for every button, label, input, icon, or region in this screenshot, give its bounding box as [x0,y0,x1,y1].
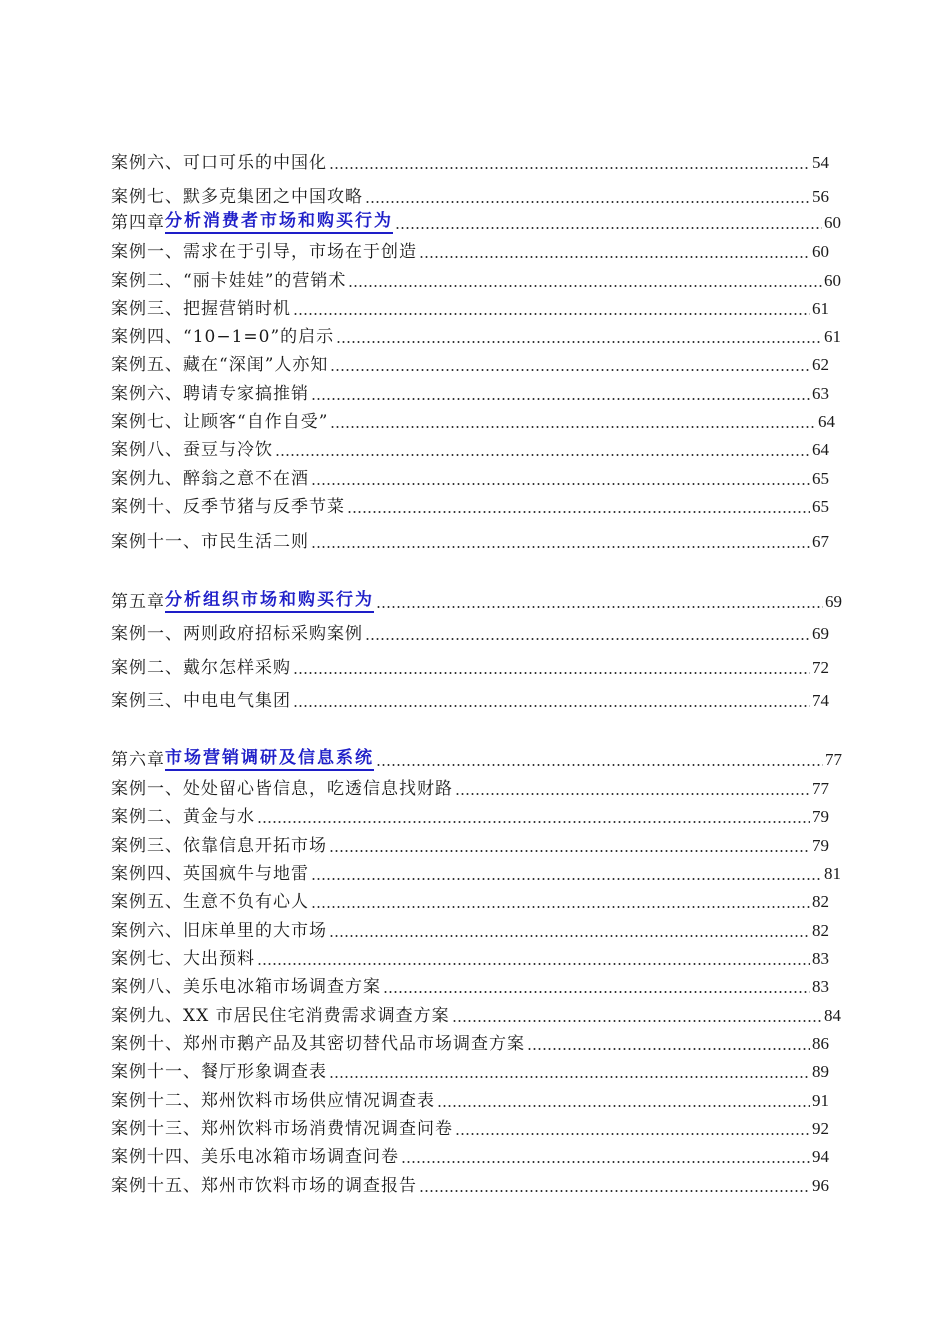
toc-entry-label: 案例一、处处留心皆信息，吃透信息找财路 [111,779,453,799]
toc-entry-page: 64 [818,412,835,431]
toc-entry[interactable] [111,944,829,970]
toc-entry-label: 案例七、大出预料 [111,949,255,969]
toc-entry-page: 74 [812,691,829,710]
toc-entry-page: 65 [812,497,829,516]
chapter-number: 第四章 [111,213,165,233]
toc-entry[interactable] [111,182,829,208]
toc-leader-dots [329,167,810,169]
toc-entry[interactable] [111,407,835,433]
chapter-number: 第六章 [111,750,165,770]
toc-entry[interactable] [111,266,841,292]
toc-entry[interactable] [111,527,829,553]
toc-entry[interactable] [111,1057,829,1083]
toc-entry-page: 79 [812,836,829,855]
toc-entry-page: 62 [812,355,829,374]
toc-entry-page: 77 [812,779,829,798]
toc-entry[interactable] [111,1114,829,1140]
toc-entry-page: 92 [812,1119,829,1138]
toc-leader-dots [348,285,822,287]
toc-leader-dots [257,963,810,965]
toc-entry-label: 案例一、两则政府招标采购案例 [111,624,363,644]
toc-entry-label: 案例九、醉翁之意不在酒 [111,469,309,489]
toc-entry[interactable] [111,1171,829,1197]
toc-entry-label: 案例三、把握营销时机 [111,299,291,319]
toc-entry-page: 63 [812,384,829,403]
toc-leader-dots [257,821,810,823]
toc-entry-page: 67 [812,532,829,551]
toc-leader-dots [395,227,822,229]
toc-entry-page: 61 [812,299,829,318]
toc-leader-dots [419,256,810,258]
toc-entry-page: 60 [812,242,829,261]
toc-leader-dots [455,1133,810,1135]
toc-entry-label: 案例十四、美乐电冰箱市场调查问卷 [111,1147,399,1167]
toc-entry[interactable] [111,1086,829,1112]
toc-leader-dots [311,878,822,880]
toc-entry-label: 案例二、黄金与水 [111,807,255,827]
toc-entry-label: 案例六、旧床单里的大市场 [111,921,327,941]
toc-entry[interactable] [111,350,829,376]
chapter-title-link[interactable]: 分析组织市场和购买行为 [165,590,374,613]
toc-leader-dots [330,426,816,428]
toc-entry-label: 案例七、默多克集团之中国攻略 [111,187,363,207]
toc-entry[interactable] [111,916,829,942]
toc-leader-dots [401,1161,810,1163]
toc-entry-label: 案例三、中电电气集团 [111,691,291,711]
toc-entry[interactable] [111,294,829,320]
toc-entry[interactable] [111,464,829,490]
toc-entry-page: 64 [812,440,829,459]
toc-entry-label: 案例三、依靠信息开拓市场 [111,836,327,856]
toc-entry-page: 69 [812,624,829,643]
toc-entry-page: 83 [812,949,829,968]
toc-entry-label: 案例十五、郑州市饮料市场的调查报告 [111,1176,417,1196]
toc-chapter-heading[interactable] [111,587,842,613]
toc-leader-dots [293,705,810,707]
toc-entry[interactable] [111,1029,829,1055]
toc-leader-dots [311,398,810,400]
toc-entry-label: 案例四、英国疯牛与地雷 [111,864,309,884]
toc-leader-dots [329,850,810,852]
toc-entry[interactable] [111,148,829,174]
toc-leader-dots [336,341,822,343]
toc-entry-page: 82 [812,892,829,911]
toc-entry-page: 89 [812,1062,829,1081]
toc-entry-label: 案例七、让顾客“自作自受” [111,412,329,432]
toc-entry[interactable] [111,1142,829,1168]
toc-leader-dots [329,1076,810,1078]
toc-entry-page: 79 [812,807,829,826]
toc-entry-label: 案例四、“10−1=0”的启示 [111,327,335,347]
toc-entry-page: 54 [812,153,829,172]
toc-leader-dots [329,935,810,937]
toc-entry[interactable] [111,619,829,645]
toc-entry[interactable] [111,686,829,712]
toc-chapter-heading[interactable] [111,208,841,234]
toc-leader-dots [455,793,810,795]
chapter-number: 第五章 [111,592,165,612]
toc-entry-label: 案例六、聘请专家搞推销 [111,384,309,404]
toc-leader-dots [376,606,823,608]
toc-leader-dots [419,1190,810,1192]
toc-entry[interactable] [111,492,829,518]
toc-leader-dots [311,483,810,485]
toc-entry-page: 60 [824,271,841,290]
toc-entry[interactable] [111,379,829,405]
toc-leader-dots [365,201,810,203]
toc-leader-dots [383,991,810,993]
toc-leader-dots [293,672,810,674]
toc-entry-page: 65 [812,469,829,488]
chapter-title-link[interactable]: 市场营销调研及信息系统 [165,748,374,771]
toc-entry-label: 案例五、藏在“深闺”人亦知 [111,355,329,375]
toc-entry[interactable] [111,774,829,800]
toc-entry-page: 81 [824,864,841,883]
toc-entry-page: 96 [812,1176,829,1195]
toc-entry-label: 案例九、XX 市居民住宅消费需求调查方案 [111,1006,450,1026]
toc-entry-label: 案例一、需求在于引导，市场在于创造 [111,242,417,262]
toc-entry-page: 72 [812,658,829,677]
toc-leader-dots [293,313,810,315]
toc-entry-page: 94 [812,1147,829,1166]
toc-leader-dots [527,1048,810,1050]
toc-entry[interactable] [111,972,829,998]
toc-leader-dots [275,454,810,456]
toc-entry[interactable] [111,1001,841,1027]
toc-entry-label: 案例十三、郑州饮料市场消费情况调查问卷 [111,1119,453,1139]
toc-entry[interactable] [111,887,829,913]
toc-entry-page: 60 [824,213,841,232]
toc-leader-dots [437,1105,810,1107]
toc-entry[interactable] [111,237,829,263]
toc-entry[interactable] [111,831,829,857]
toc-entry[interactable] [111,802,829,828]
toc-leader-dots [376,764,823,766]
toc-entry-page: 61 [824,327,841,346]
toc-entry-label: 案例六、可口可乐的中国化 [111,153,327,173]
toc-leader-dots [311,546,810,548]
toc-entry-page: 83 [812,977,829,996]
toc-leader-dots [452,1020,822,1022]
toc-entry[interactable] [111,322,841,348]
toc-entry[interactable] [111,653,829,679]
toc-entry-label: 案例十、郑州市鹅产品及其密切替代品市场调查方案 [111,1034,525,1054]
toc-chapter-heading[interactable] [111,745,842,771]
toc-leader-dots [330,369,810,371]
toc-entry-label: 案例五、生意不负有心人 [111,892,309,912]
toc-leader-dots [311,906,810,908]
toc-leader-dots [365,638,810,640]
toc-entry-page: 86 [812,1034,829,1053]
toc-entry-label: 案例八、蚕豆与冷饮 [111,440,273,460]
toc-entry-label: 案例十一、餐厅形象调查表 [111,1062,327,1082]
toc-entry-label: 案例十二、郑州饮料市场供应情况调查表 [111,1091,435,1111]
toc-entry-page: 91 [812,1091,829,1110]
toc-leader-dots [347,511,810,513]
toc-entry-label: 案例十一、市民生活二则 [111,532,309,552]
toc-entry-page: 82 [812,921,829,940]
toc-entry[interactable] [111,859,841,885]
toc-entry-label: 案例十、反季节猪与反季节菜 [111,497,345,517]
toc-entry-page: 84 [824,1006,841,1025]
toc-entry-page: 56 [812,187,829,206]
toc-entry-page: 77 [825,750,842,769]
toc-entry-label: 案例二、“丽卡娃娃”的营销术 [111,271,347,291]
toc-entry[interactable] [111,435,829,461]
toc-entry-label: 案例二、戴尔怎样采购 [111,658,291,678]
toc-entry-label: 案例八、美乐电冰箱市场调查方案 [111,977,381,997]
toc-entry-page: 69 [825,592,842,611]
chapter-title-link[interactable]: 分析消费者市场和购买行为 [165,211,393,234]
